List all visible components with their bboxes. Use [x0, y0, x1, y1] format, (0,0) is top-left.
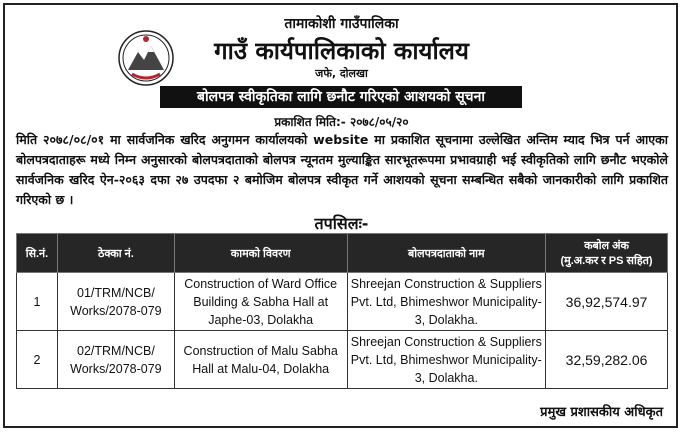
- col-header-amount: [546, 234, 668, 273]
- table-header-row: [17, 234, 668, 273]
- cell-description: Construction of Malu Sabha Hall at Malu-04, Dolakha: [174, 331, 347, 389]
- cell-sn: 2: [17, 331, 58, 389]
- cell-amount: 36,92,574.97: [546, 273, 668, 331]
- col-header-sn: सि.नं.: [17, 234, 58, 273]
- amount-header-line1: कबोल अंक: [584, 240, 630, 252]
- table-row: [17, 273, 668, 331]
- table-row: [17, 331, 668, 389]
- office-address: जफे, दोलखा: [315, 67, 368, 80]
- publish-date: प्रकाशित मिति:- २०७८/०५/२०: [274, 115, 409, 129]
- signatory: प्रमुख प्रशासकीय अधिकृत: [540, 405, 663, 420]
- bid-table: [16, 233, 668, 389]
- notice-title-banner: बोलपत्र स्वीकृतिका लागि छनौट गरिएको आशयको सूचना: [160, 86, 522, 108]
- cell-bidder: Shreejan Construction & Suppliers Pvt. Ltd, Bhimeshwor Municipality-3, Dolakha.: [347, 331, 546, 389]
- details-heading: तपसिलः-: [314, 214, 369, 233]
- cell-sn: 1: [17, 273, 58, 331]
- cell-amount: 32,59,282.06: [546, 331, 668, 389]
- office-name: गाउँ कार्यपालिकाको कार्यालय: [214, 37, 469, 65]
- col-header-contract-no: ठेक्का नं.: [57, 234, 174, 273]
- cell-contract-no: 01/TRM/NCB/ Works/2078-079: [57, 273, 174, 331]
- cell-contract-no: 02/TRM/NCB/ Works/2078-079: [57, 331, 174, 389]
- municipality-name: तामाकोशी गाउँपालिका: [284, 16, 399, 32]
- amount-header-line2: (मु.अ.कर र PS सहित): [560, 255, 653, 267]
- cell-bidder: Shreejan Construction & Suppliers Pvt. Ltd, Bhimeshwor Municipality-3, Dolakha.: [347, 273, 546, 331]
- col-header-bidder: बोलपत्रदाताको नाम: [347, 234, 546, 273]
- col-header-description: कामको विवरण: [174, 234, 347, 273]
- cell-description: Construction of Ward Office Building & Sabha Hall at Japhe-03, Dolakha: [174, 273, 347, 331]
- notice-body: मिति २०७८/०८/०१ मा सार्वजनिक खरिद अनुगमन कार्यालयको website मा प्रकाशित सूचनामा उल्लेखित अन्तिम म्याद भित्र पर्न आएका बोलपत्रदाताहरू मध्ये निम्न अनुसारको बोलपत्रदाताको बोलपत्र न्यूनतम मुल्याङ्कित सारभूतरूपमा प्रभावग्राही भई स्वीकृतिको लागि छनौट भएकोले सार्वजनिक खरिद ऐन-२०६३ दफा २७ उपदफा २ बमोजिम बोलपत्र स्वीकृत गर्ने आशयको सूचना सम्बन्धित सबैको जानकारीको लागि प्रकाशित गरिएको छ ।: [16, 132, 668, 207]
